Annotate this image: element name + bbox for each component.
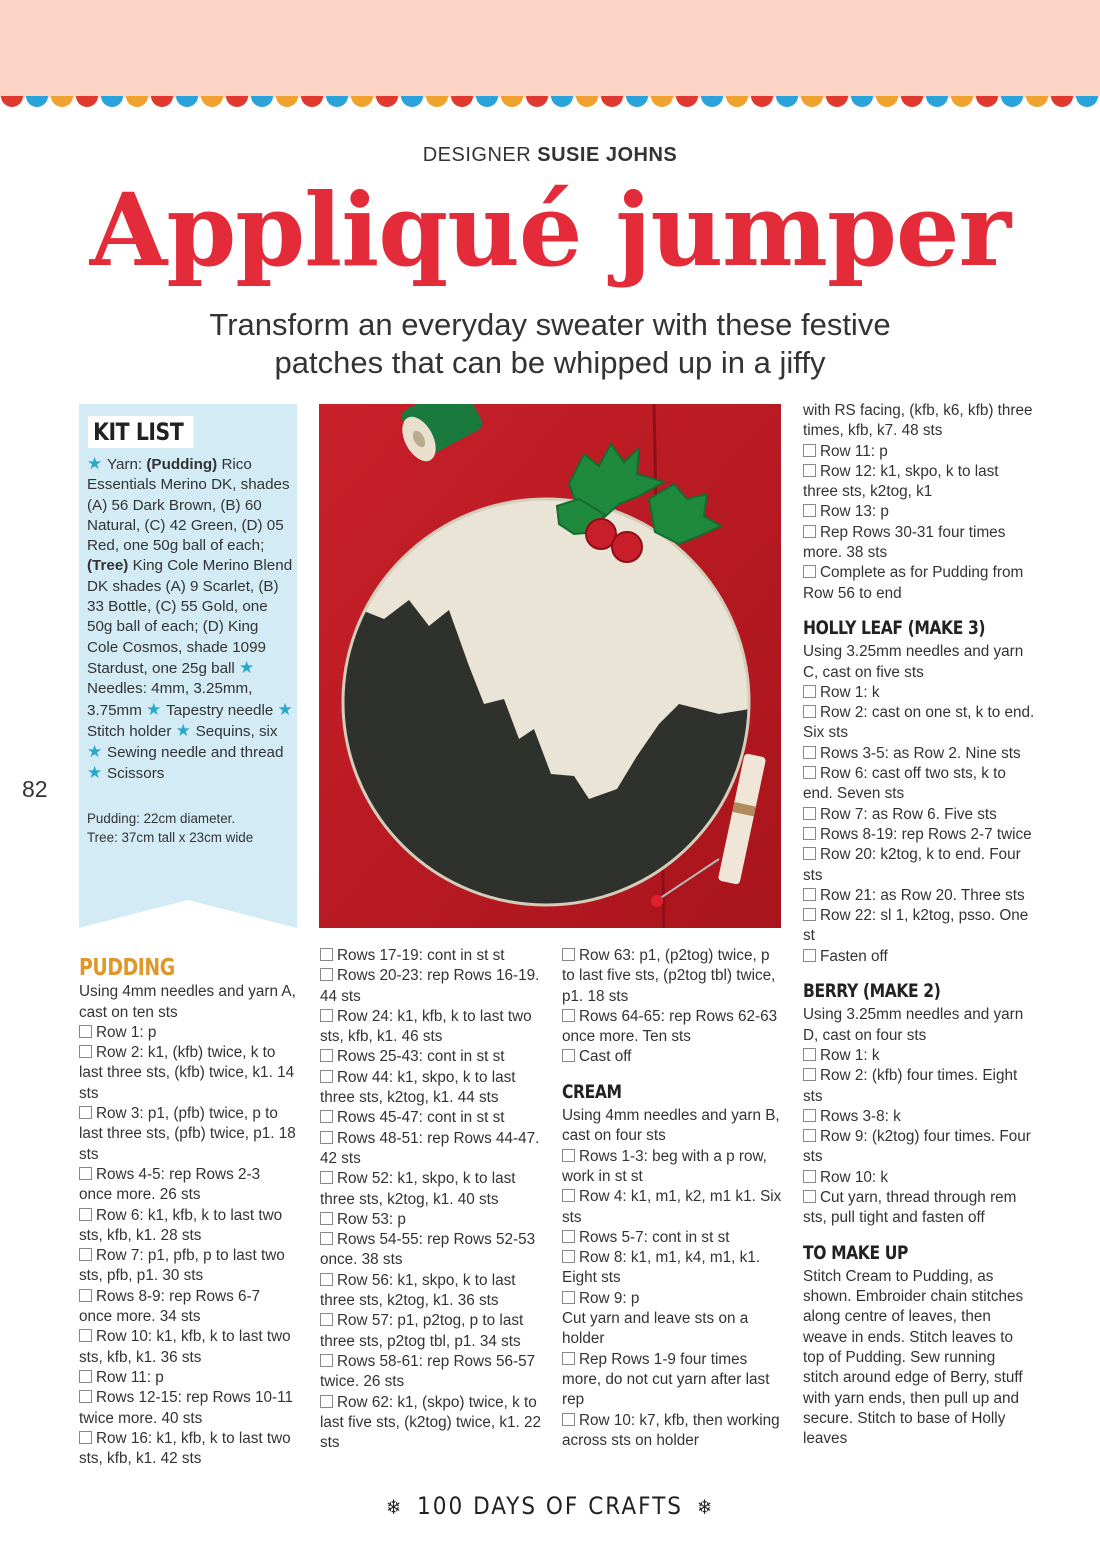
pattern-row-text: Rows 17-19: cont in st st xyxy=(337,947,505,964)
kit-dimensions xyxy=(87,809,293,847)
pattern-row-text: Rows 5-7: cont in st st xyxy=(579,1228,730,1246)
pattern-column-1 xyxy=(79,955,297,1469)
kit-item-text: Stitch holder xyxy=(87,722,172,740)
pattern-row-text: Row 63: p1, (p2tog) twice, p to last five sts, (p2tog tbl) twice, p1. 18 sts xyxy=(562,947,776,1005)
pattern-row xyxy=(803,825,1035,845)
section-heading: TO MAKE UP xyxy=(803,1241,908,1264)
pattern-row xyxy=(803,1107,1035,1127)
pattern-row xyxy=(803,502,1035,522)
pattern-row-text: Row 6: k1, kfb, k to last two sts, kfb, k1. 28 sts xyxy=(79,1206,283,1244)
bunting-dot xyxy=(426,96,448,107)
star-icon: ★ xyxy=(146,699,167,719)
pattern-row xyxy=(79,1206,297,1247)
checkbox-icon[interactable] xyxy=(79,1208,92,1221)
bunting-dot xyxy=(126,96,148,107)
pattern-row xyxy=(803,683,1035,703)
pattern-row-text: Rows 58-61: rep Rows 56-57 twice. 26 sts xyxy=(320,1352,536,1391)
pattern-row xyxy=(320,1129,542,1170)
checkbox-icon[interactable] xyxy=(79,1329,92,1342)
pattern-row-text: Row 8: k1, m1, k4, m1, k1. Eight sts xyxy=(562,1249,761,1287)
pattern-row xyxy=(803,1066,1035,1107)
checkbox-icon[interactable] xyxy=(320,1232,333,1245)
pattern-row xyxy=(79,1287,297,1328)
pattern-row xyxy=(320,1108,542,1128)
checkbox-icon[interactable] xyxy=(320,1354,333,1367)
checkbox-icon[interactable] xyxy=(320,1049,333,1062)
pattern-row xyxy=(803,703,1035,744)
checkbox-icon[interactable] xyxy=(803,949,816,962)
bunting-dot xyxy=(51,96,73,107)
pattern-row xyxy=(320,1271,542,1312)
pattern-paragraph: Cut yarn and leave sts on a holder xyxy=(562,1310,749,1348)
bunting-dot xyxy=(601,96,623,107)
pattern-row xyxy=(803,805,1035,825)
bunting-dot xyxy=(751,96,773,107)
pattern-row-text: Row 56: k1, skpo, k to last three sts, k2tog, k1. 36 sts xyxy=(320,1271,516,1310)
pattern-row-text: Row 57: p1, p2tog, p to last three sts, p2tog tbl, p1. 34 sts xyxy=(320,1312,524,1350)
bunting-dot xyxy=(526,96,548,107)
checkbox-icon[interactable] xyxy=(79,1370,92,1383)
pattern-row xyxy=(320,1047,542,1067)
pattern-row xyxy=(803,442,1035,462)
bunting-dot xyxy=(926,96,948,107)
star-icon: ★ xyxy=(87,763,107,783)
checkbox-icon[interactable] xyxy=(562,1352,575,1365)
pattern-paragraph: Using 3.25mm needles and yarn C, cast on five sts xyxy=(803,643,1024,681)
checkbox-icon[interactable] xyxy=(562,1230,575,1243)
pattern-row-text: Rows 54-55: rep Rows 52-53 once. 38 sts xyxy=(320,1231,536,1269)
pattern-row xyxy=(320,1210,542,1230)
checkbox-icon[interactable] xyxy=(320,948,333,961)
checkbox-icon[interactable] xyxy=(79,1390,92,1403)
pattern-row xyxy=(803,845,1035,886)
kit-list-title: KIT LIST xyxy=(88,416,194,448)
checkbox-icon[interactable] xyxy=(803,847,816,860)
pattern-row xyxy=(803,1188,1035,1229)
pattern-paragraph: with RS facing, (kfb, k6, kfb) three times, kfb, k7. 48 sts xyxy=(803,402,1033,440)
bunting-dot xyxy=(676,96,698,107)
pattern-row-text: Row 9: (k2tog) four times. Four sts xyxy=(803,1128,1031,1166)
bunting-dot xyxy=(551,96,573,107)
checkbox-icon[interactable] xyxy=(320,1131,333,1144)
pattern-row-text: Rows 3-8: k xyxy=(820,1107,901,1125)
pattern-row-text: Row 9: p xyxy=(579,1289,640,1307)
pattern-row xyxy=(79,1429,297,1470)
bunting-dot xyxy=(151,96,173,107)
pattern-row-text: Cast off xyxy=(579,1048,632,1066)
pattern-row-text: Rows 48-51: rep Rows 44-47. 42 sts xyxy=(320,1129,540,1167)
snowflake-icon: ❄ xyxy=(385,1495,404,1519)
pattern-row-text: Rows 3-5: as Row 2. Nine sts xyxy=(820,744,1021,762)
pattern-row-text: Row 10: k xyxy=(820,1168,889,1186)
pattern-row-text: Rows 12-15: rep Rows 10-11 twice more. 40 sts xyxy=(79,1389,293,1427)
pattern-row-text: Row 3: p1, (pfb) twice, p to last three sts, (pfb) twice, p1. 18 sts xyxy=(79,1105,296,1163)
pattern-row xyxy=(79,1043,297,1104)
checkbox-icon[interactable] xyxy=(562,1049,575,1062)
section-heading: HOLLY LEAF (MAKE 3) xyxy=(803,616,986,639)
bunting-dot xyxy=(626,96,648,107)
checkbox-icon[interactable] xyxy=(562,1189,575,1202)
checkbox-icon[interactable] xyxy=(79,1106,92,1119)
pattern-row xyxy=(320,1007,542,1048)
checkbox-icon[interactable] xyxy=(320,1395,333,1408)
pattern-row-text: Row 10: k1, kfb, k to last two sts, kfb, k1. 36 sts xyxy=(79,1328,291,1366)
bunting-dot xyxy=(376,96,398,107)
dimensions-pudding: Pudding: 22cm diameter. xyxy=(87,811,236,826)
pattern-row-text: Rows 64-65: rep Rows 62-63 once more. Ten sts xyxy=(562,1007,778,1046)
pattern-row-text: Rep Rows 1-9 four times more, do not cut yarn after last rep xyxy=(562,1350,770,1409)
page-subtitle xyxy=(150,306,950,382)
pattern-row-text: Complete as for Pudding from Row 56 to end xyxy=(803,564,1024,602)
pudding-photo xyxy=(319,404,781,928)
star-icon: ★ xyxy=(175,720,196,740)
checkbox-icon[interactable] xyxy=(803,705,816,718)
checkbox-icon[interactable] xyxy=(803,464,816,477)
kit-item-text: Scissors xyxy=(106,765,165,783)
bunting-dot xyxy=(726,96,748,107)
kit-item-text: (Tree) xyxy=(87,557,129,575)
checkbox-icon[interactable] xyxy=(79,1431,92,1444)
checkbox-icon[interactable] xyxy=(803,504,816,517)
checkbox-icon[interactable] xyxy=(79,1045,92,1058)
checkbox-icon[interactable] xyxy=(803,444,816,457)
pattern-row xyxy=(803,563,1035,604)
section-heading: PUDDING xyxy=(79,955,175,981)
pattern-row-text: Rows 45-47: cont in st st xyxy=(337,1109,505,1127)
pattern-row-text: Row 16: k1, kfb, k to last two sts, kfb, k1. 42 sts xyxy=(79,1429,291,1468)
pattern-row xyxy=(562,1047,784,1067)
pattern-row xyxy=(79,1165,297,1206)
checkbox-icon[interactable] xyxy=(803,1190,816,1203)
pattern-paragraph: Using 3.25mm needles and yarn D, cast on four sts xyxy=(803,1006,1024,1044)
pattern-row xyxy=(79,1023,297,1043)
footer xyxy=(0,1492,1100,1520)
subtitle-line-2: patches that can be whipped up in a jiffy xyxy=(274,345,826,380)
bunting-dot xyxy=(251,96,273,107)
bunting-dot xyxy=(476,96,498,107)
bunting-dot xyxy=(276,96,298,107)
pattern-row-text: Row 24: k1, kfb, k to last two sts, kfb, k1. 46 sts xyxy=(320,1007,532,1046)
pattern-row xyxy=(803,1046,1035,1066)
checkbox-icon[interactable] xyxy=(803,1129,816,1142)
checkbox-icon[interactable] xyxy=(803,565,816,578)
pattern-row xyxy=(320,1352,542,1393)
bunting-dot xyxy=(1051,96,1073,107)
checkbox-icon[interactable] xyxy=(320,1110,333,1123)
checkbox-icon[interactable] xyxy=(320,1171,333,1184)
bunting-dot xyxy=(576,96,598,107)
bunting-dots xyxy=(0,90,1100,114)
kit-list-items xyxy=(87,454,293,785)
pattern-row xyxy=(562,1350,784,1411)
pattern-row-text: Row 10: k7, kfb, then working across sts on holder xyxy=(562,1411,780,1449)
checkbox-icon[interactable] xyxy=(803,1170,816,1183)
pattern-row-text: Row 12: k1, skpo, k to last three sts, k2tog, k1 xyxy=(803,462,999,501)
star-icon: ★ xyxy=(277,699,293,719)
pattern-row-text: Row 62: k1, (skpo) twice, k to last five sts, (k2tog) twice, k1. 22 sts xyxy=(320,1393,542,1452)
pattern-row xyxy=(320,1393,542,1454)
pattern-row-text: Row 6: cast off two sts, k to end. Seven sts xyxy=(803,765,1006,803)
kit-item-text: Yarn: xyxy=(106,456,147,473)
kit-list-panel xyxy=(79,404,297,928)
checkbox-icon[interactable] xyxy=(562,1291,575,1304)
pattern-row-text: Row 4: k1, m1, k2, m1 k1. Six sts xyxy=(562,1188,782,1226)
bunting-dot xyxy=(801,96,823,107)
pattern-row xyxy=(562,1248,784,1289)
star-icon: ★ xyxy=(87,454,107,473)
pattern-row xyxy=(320,966,542,1007)
bunting-dot xyxy=(1001,96,1023,107)
bunting-dot xyxy=(876,96,898,107)
kit-item-text: Tapestry needle xyxy=(166,701,274,719)
bunting-dot xyxy=(826,96,848,107)
bunting-dot xyxy=(301,96,323,107)
bunting-dot xyxy=(1076,96,1098,107)
bunting-dot xyxy=(176,96,198,107)
pattern-row xyxy=(803,523,1035,564)
pattern-row xyxy=(803,947,1035,967)
checkbox-icon[interactable] xyxy=(320,968,333,981)
pattern-row xyxy=(803,1168,1035,1188)
checkbox-icon[interactable] xyxy=(803,685,816,698)
bunting-dot xyxy=(451,96,473,107)
checkbox-icon[interactable] xyxy=(320,1070,333,1083)
pattern-row xyxy=(562,1187,784,1228)
pattern-row-text: Rows 1-3: beg with a p row, work in st st xyxy=(562,1147,767,1185)
bunting-dot xyxy=(201,96,223,107)
bunting-dot xyxy=(651,96,673,107)
pattern-row-text: Rows 8-9: rep Rows 6-7 once more. 34 sts xyxy=(79,1287,261,1326)
pattern-row-text: Row 2: cast on one st, k to end. Six sts xyxy=(803,704,1035,742)
pattern-row-text: Row 21: as Row 20. Three sts xyxy=(820,886,1025,904)
pattern-row-text: Row 53: p xyxy=(337,1210,406,1228)
bunting-dot xyxy=(351,96,373,107)
checkbox-icon[interactable] xyxy=(803,908,816,921)
kit-item-text: Sewing needle and thread xyxy=(106,744,284,762)
designer-name: SUSIE JOHNS xyxy=(537,144,678,166)
pattern-row xyxy=(803,886,1035,906)
pattern-row-text: Row 1: k xyxy=(820,1046,880,1064)
top-banner xyxy=(0,0,1100,98)
checkbox-icon[interactable] xyxy=(562,948,575,961)
bunting-dot xyxy=(901,96,923,107)
pattern-row-text: Row 7: p1, pfb, p to last two sts, pfb, p1. 30 sts xyxy=(79,1247,285,1285)
star-icon: ★ xyxy=(239,657,255,677)
snowflake-icon: ❄ xyxy=(696,1495,715,1519)
pattern-row xyxy=(562,1228,784,1248)
pattern-row xyxy=(79,1388,297,1429)
pattern-row xyxy=(803,764,1035,805)
pattern-row-text: Row 20: k2tog, k to end. Four sts xyxy=(803,846,1021,884)
bunting-dot xyxy=(1026,96,1048,107)
pattern-row xyxy=(320,1169,542,1210)
pattern-row xyxy=(320,1311,542,1352)
checkbox-icon[interactable] xyxy=(79,1167,92,1180)
kit-item-text: King Cole Merino Blend DK shades (A) 9 Scarlet, (B) 33 Bottle, (C) 55 Gold, one 50g ball of each; (D) King Cole Cosmos, shade 1099 Stardust, one 25g ball xyxy=(87,557,293,677)
checkbox-icon[interactable] xyxy=(803,807,816,820)
checkbox-icon[interactable] xyxy=(320,1273,333,1286)
pattern-row-text: Row 2: k1, (kfb) twice, k to last three sts, (kfb) twice, k1. 14 sts xyxy=(79,1044,295,1102)
checkbox-icon[interactable] xyxy=(79,1025,92,1038)
checkbox-icon[interactable] xyxy=(803,1068,816,1081)
checkbox-icon[interactable] xyxy=(803,1048,816,1061)
pattern-row-text: Row 11: p xyxy=(820,442,888,460)
pattern-paragraph: Stitch Cream to Pudding, as shown. Embroider chain stitches along centre of leaves, then weave in ends. Stitch leaves to top of Pudding. Sew running stitch around edge of Berry, stuff with yarn ends, then pull up and secure. Stitch to base of Holly leaves xyxy=(803,1267,1024,1448)
checkbox-icon[interactable] xyxy=(562,1250,575,1263)
bunting-dot xyxy=(226,96,248,107)
pattern-row xyxy=(562,1289,784,1309)
pattern-column-4 xyxy=(803,401,1035,1450)
pattern-row-text: Row 44: k1, skpo, k to last three sts, k2tog, k1. 44 sts xyxy=(320,1068,516,1107)
pattern-row-text: Fasten off xyxy=(820,947,888,965)
pattern-row xyxy=(803,1127,1035,1168)
checkbox-icon[interactable] xyxy=(803,888,816,901)
page-number: 82 xyxy=(22,776,48,802)
bunting-dot xyxy=(501,96,523,107)
bunting-dot xyxy=(701,96,723,107)
pattern-row xyxy=(79,1246,297,1287)
pattern-row-text: Row 2: (kfb) four times. Eight sts xyxy=(803,1067,1018,1105)
pattern-row-text: Row 13: p xyxy=(820,503,889,521)
bunting-dot xyxy=(326,96,348,107)
star-icon: ★ xyxy=(87,742,107,762)
pattern-row-text: Row 11: p xyxy=(96,1368,164,1386)
checkbox-icon[interactable] xyxy=(562,1413,575,1426)
checkbox-icon[interactable] xyxy=(803,746,816,759)
kit-item-text: (Pudding) xyxy=(146,456,218,473)
pattern-row xyxy=(562,946,784,1007)
bunting-dot xyxy=(1,96,23,107)
pattern-paragraph: Using 4mm needles and yarn A, cast on ten sts xyxy=(79,983,296,1021)
pattern-row xyxy=(320,1068,542,1109)
pattern-row xyxy=(320,946,542,966)
pattern-row-text: Row 52: k1, skpo, k to last three sts, k2tog, k1. 40 sts xyxy=(320,1170,516,1208)
bunting-dot xyxy=(976,96,998,107)
checkbox-icon[interactable] xyxy=(803,525,816,538)
pattern-row-text: Row 1: p xyxy=(96,1023,157,1041)
bunting-dot xyxy=(76,96,98,107)
pattern-row xyxy=(803,744,1035,764)
pattern-row-text: Rep Rows 30-31 four times more. 38 sts xyxy=(803,523,1006,562)
pattern-row xyxy=(79,1327,297,1368)
section-heading: BERRY (MAKE 2) xyxy=(803,980,941,1003)
checkbox-icon[interactable] xyxy=(320,1212,333,1225)
dimensions-tree: Tree: 37cm tall x 23cm wide xyxy=(87,830,254,845)
subtitle-line-1: Transform an everyday sweater with these festive xyxy=(209,307,891,342)
bunting-dot xyxy=(401,96,423,107)
section-heading: CREAM xyxy=(562,1080,622,1103)
pattern-row-text: Rows 8-19: rep Rows 2-7 twice xyxy=(820,825,1032,843)
bunting-dot xyxy=(851,96,873,107)
pattern-column-2 xyxy=(320,946,542,1453)
pattern-row xyxy=(79,1104,297,1165)
checkbox-icon[interactable] xyxy=(79,1248,92,1261)
pattern-paragraph: Using 4mm needles and yarn B, cast on four sts xyxy=(562,1107,780,1145)
pattern-column-3 xyxy=(562,946,784,1451)
pattern-row-text: Cut yarn, thread through rem sts, pull tight and fasten off xyxy=(803,1188,1017,1227)
pattern-row-text: Row 22: sl 1, k2tog, psso. One st xyxy=(803,907,1029,945)
bunting-dot xyxy=(951,96,973,107)
pattern-row xyxy=(79,1368,297,1388)
bunting-dot xyxy=(101,96,123,107)
checkbox-icon[interactable] xyxy=(562,1149,575,1162)
bunting-dot xyxy=(26,96,48,107)
pattern-row xyxy=(320,1230,542,1271)
checkbox-icon[interactable] xyxy=(562,1009,575,1022)
pattern-row xyxy=(803,906,1035,947)
pattern-row-text: Rows 4-5: rep Rows 2-3 once more. 26 sts xyxy=(79,1165,261,1204)
checkbox-icon[interactable] xyxy=(803,827,816,840)
designer-label: DESIGNER xyxy=(422,144,532,166)
footer-title: 100 DAYS OF CRAFTS xyxy=(417,1492,683,1520)
pattern-row-text: Row 7: as Row 6. Five sts xyxy=(820,805,997,823)
checkbox-icon[interactable] xyxy=(803,766,816,779)
checkbox-icon[interactable] xyxy=(320,1313,333,1326)
checkbox-icon[interactable] xyxy=(79,1289,92,1302)
checkbox-icon[interactable] xyxy=(803,1109,816,1122)
checkbox-icon[interactable] xyxy=(320,1009,333,1022)
kit-item-text: Needles: 4mm, 3.25mm, 3.75mm xyxy=(87,680,253,719)
pattern-row-text: Rows 25-43: cont in st st xyxy=(337,1048,505,1066)
pattern-row xyxy=(562,1007,784,1048)
pattern-row-text: Row 1: k xyxy=(820,683,880,701)
bunting-dot xyxy=(776,96,798,107)
pattern-row xyxy=(562,1147,784,1188)
pattern-row xyxy=(562,1411,784,1452)
page-title: Appliqué jumper xyxy=(89,171,1011,289)
kit-item-text: Rico Essentials Merino DK, shades (A) 56 Dark Brown, (B) 60 Natural, (C) 42 Green, (D) 05 Red, one 50g ball of each; xyxy=(87,456,290,555)
pattern-row xyxy=(803,462,1035,503)
kit-item-text: Sequins, six xyxy=(195,722,278,740)
pattern-row-text: Rows 20-23: rep Rows 16-19. 44 sts xyxy=(320,967,540,1005)
